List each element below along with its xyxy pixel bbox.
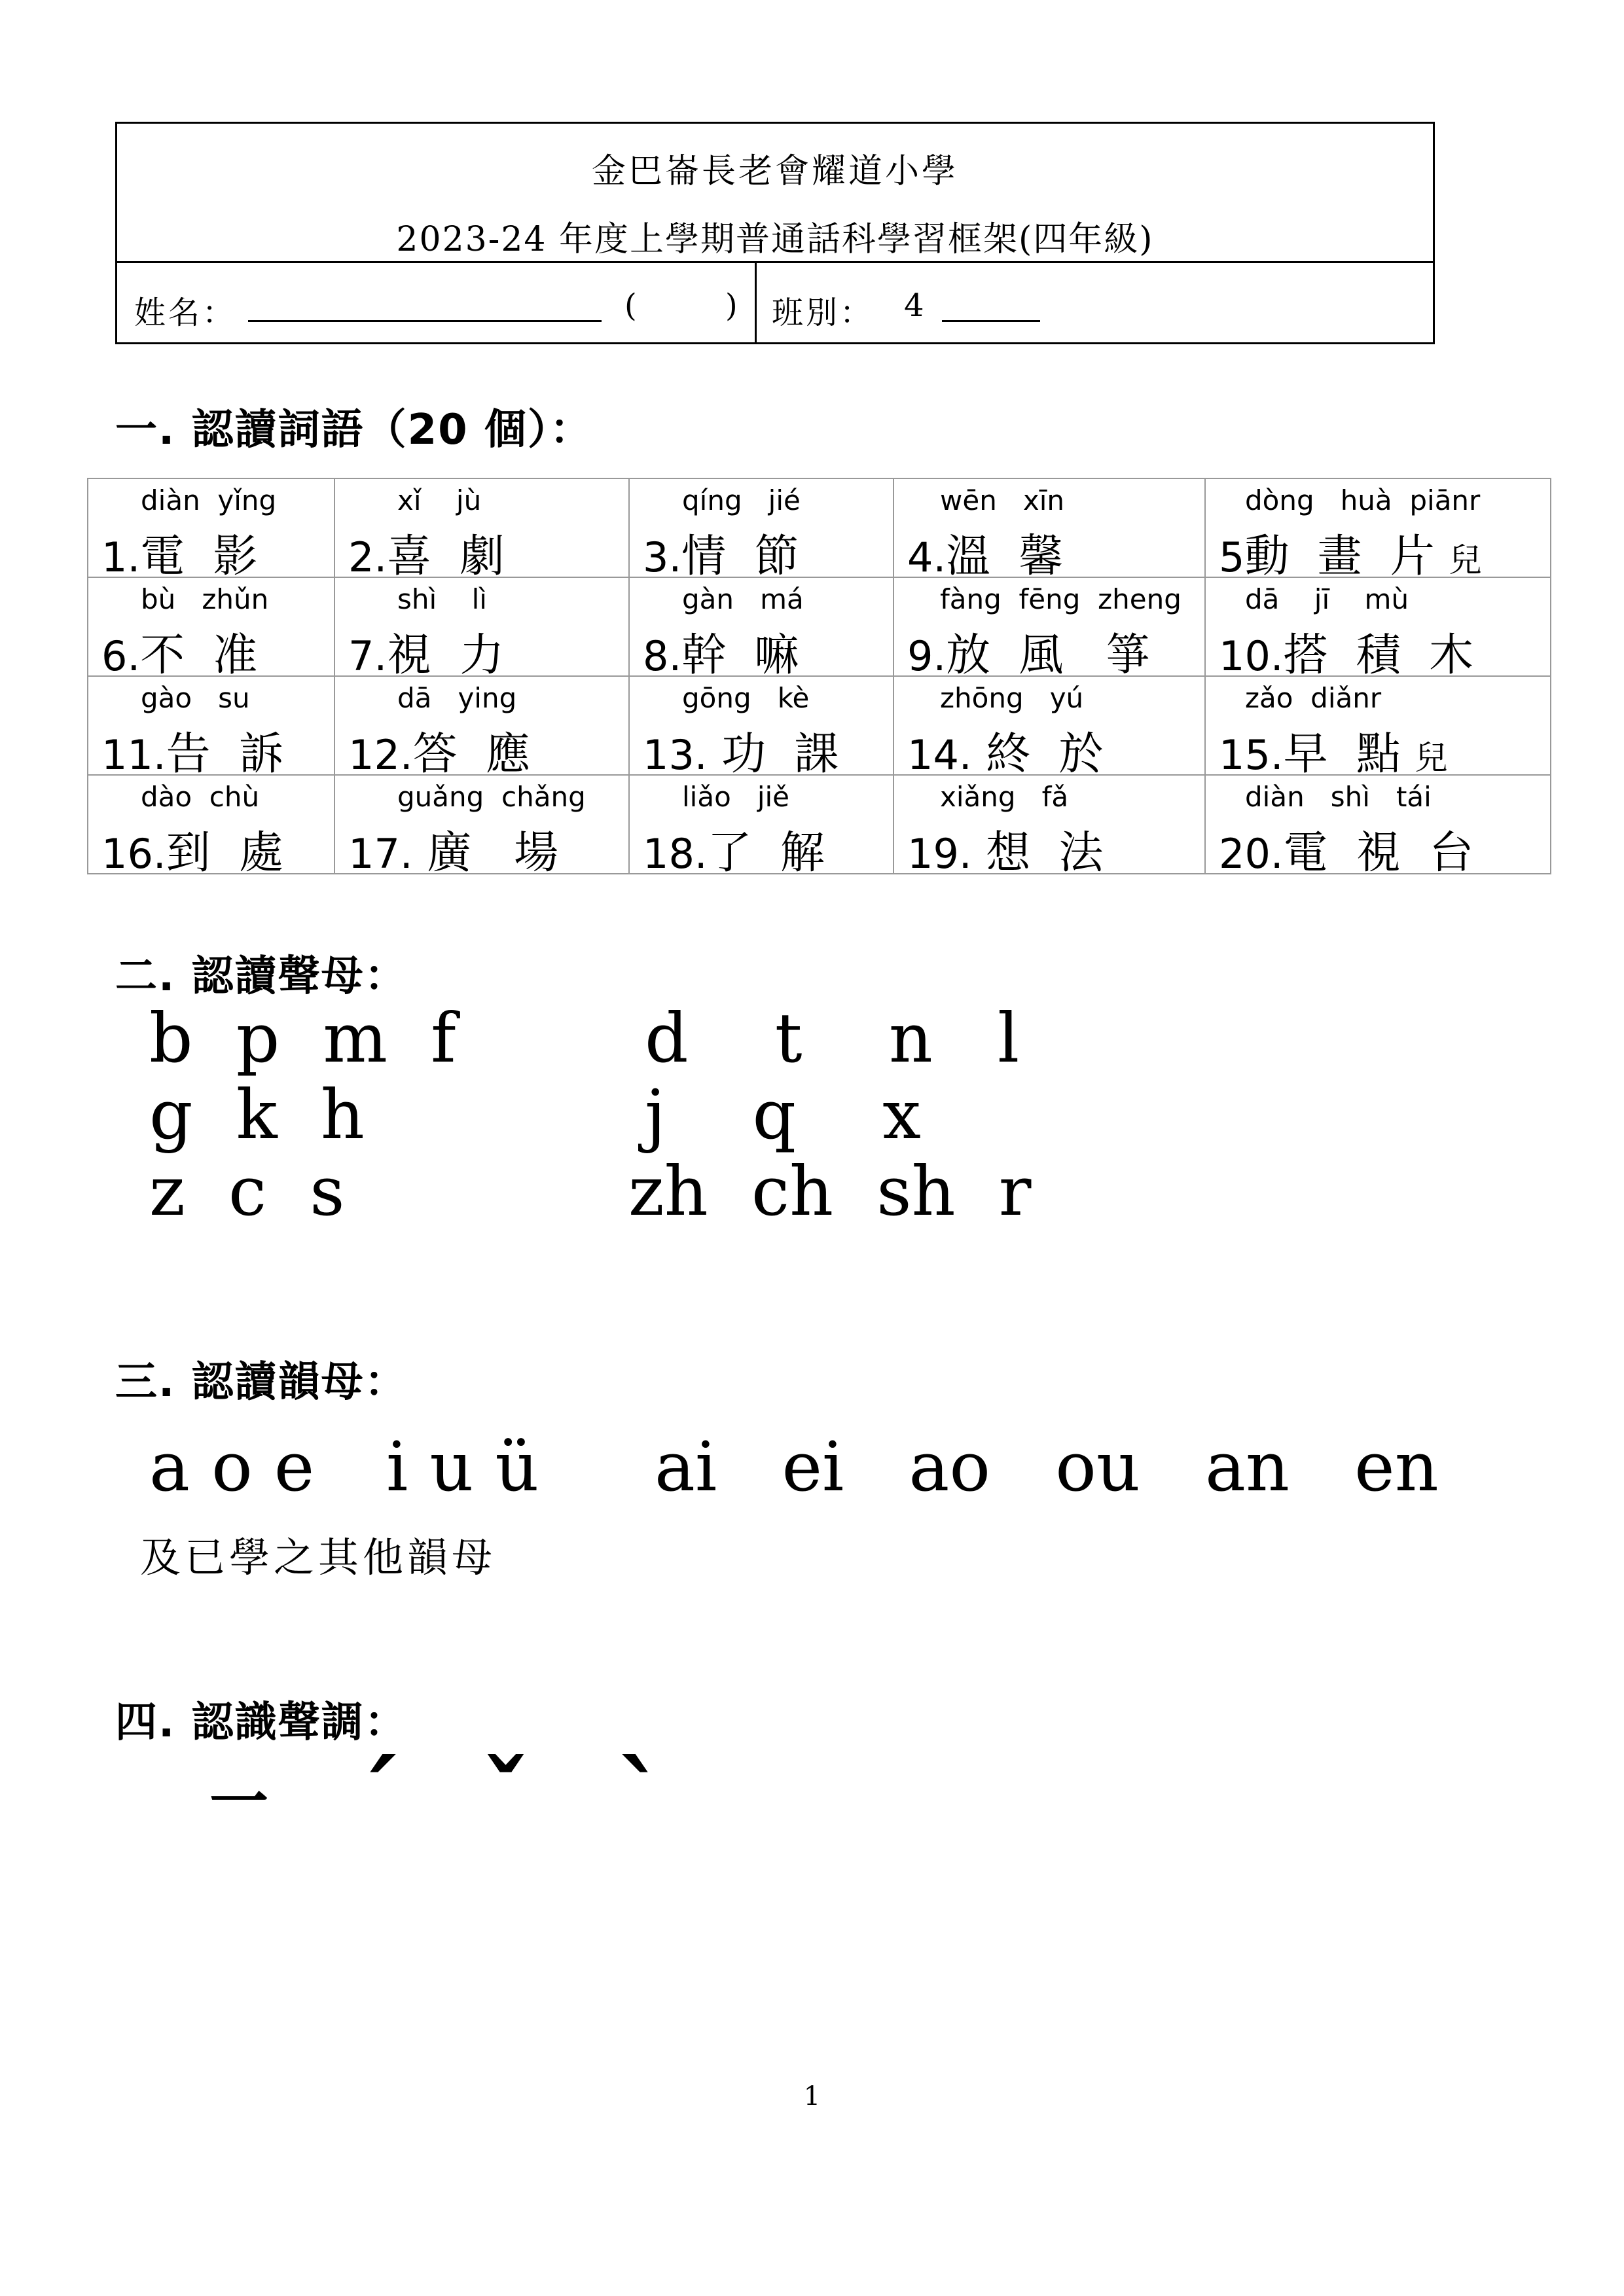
initials-row-2-group-1: g k h bbox=[149, 1075, 365, 1155]
word-cell bbox=[629, 676, 893, 780]
word-pinyin: dào chù bbox=[141, 781, 260, 813]
words-table bbox=[87, 478, 1551, 879]
word-cell bbox=[88, 676, 334, 780]
section-title-initials: 二. 認讀聲母： bbox=[115, 952, 408, 1001]
word-number: 15. bbox=[1219, 731, 1284, 779]
word-pinyin: gào su bbox=[141, 682, 250, 714]
initials-row-3-group-1: z c s bbox=[149, 1151, 345, 1231]
word-characters: 廣 場 bbox=[412, 827, 559, 879]
word-hanzi-line bbox=[101, 817, 297, 881]
word-characters: 想 法 bbox=[971, 827, 1104, 879]
finals-group-iuv: i u ü bbox=[386, 1427, 539, 1507]
word-number: 1. bbox=[101, 533, 141, 581]
page-number: 1 bbox=[803, 2081, 821, 2111]
word-cell bbox=[334, 676, 629, 780]
word-number: 18. bbox=[643, 830, 708, 878]
word-characters: 早 點 bbox=[1283, 728, 1401, 780]
word-hanzi-line bbox=[1219, 620, 1488, 683]
word-number: 2. bbox=[348, 533, 388, 581]
word-cell bbox=[629, 577, 893, 681]
document-subtitle: 2023-24 年度上學期普通話科學習框架(四年級) bbox=[396, 220, 1154, 259]
other-finals-note: 及已學之其他韻母 bbox=[140, 1534, 497, 1581]
word-number: 17. bbox=[348, 830, 413, 878]
word-cell bbox=[88, 775, 334, 879]
word-number: 20. bbox=[1219, 830, 1284, 878]
initials-row-1-group-2: d t n l bbox=[645, 998, 1020, 1078]
initials-row-1-group-1: b p m f bbox=[149, 998, 456, 1078]
word-pinyin: dā ying bbox=[397, 682, 517, 714]
word-pinyin: shì lì bbox=[397, 583, 487, 615]
word-hanzi-line bbox=[348, 817, 573, 881]
word-cell bbox=[334, 775, 629, 879]
name-blank-line[interactable] bbox=[248, 320, 602, 322]
word-characters: 溫 馨 bbox=[946, 531, 1064, 583]
word-cell bbox=[893, 775, 1205, 879]
words-table-row bbox=[88, 577, 1551, 676]
word-hanzi-line bbox=[101, 620, 272, 683]
word-cell bbox=[893, 577, 1205, 681]
word-pinyin: zhōng yú bbox=[940, 682, 1084, 714]
section-title-words: 一. 認讀詞語（20 個）： bbox=[115, 406, 593, 454]
word-erhua-suffix: 兒 bbox=[1449, 541, 1482, 579]
word-characters: 幹 嘛 bbox=[681, 630, 799, 681]
word-hanzi-line bbox=[907, 620, 1164, 683]
word-pinyin: liǎo jiě bbox=[682, 781, 790, 813]
header-box bbox=[115, 122, 1435, 344]
word-cell bbox=[88, 478, 334, 583]
word-pinyin: diàn yǐng bbox=[141, 484, 277, 516]
word-hanzi-line bbox=[101, 521, 272, 584]
words-table-row bbox=[88, 478, 1551, 577]
word-cell bbox=[629, 478, 893, 583]
class-blank-line[interactable] bbox=[942, 320, 1040, 322]
class-value: 4 bbox=[904, 287, 924, 324]
tone-2-mark: ˊ bbox=[353, 1741, 403, 1856]
word-characters: 放 風 箏 bbox=[946, 630, 1151, 681]
initials-row-2-group-2: j q x bbox=[645, 1075, 921, 1155]
word-hanzi-line bbox=[907, 521, 1077, 584]
finals-group-compound: ai ei ao ou an en bbox=[655, 1427, 1439, 1507]
word-characters: 到 處 bbox=[166, 827, 283, 879]
word-hanzi-line bbox=[907, 719, 1117, 782]
word-characters: 功 課 bbox=[707, 728, 839, 780]
word-number: 11. bbox=[101, 731, 166, 779]
word-hanzi-line bbox=[643, 719, 853, 782]
section-title-tones: 四. 認識聲調： bbox=[115, 1698, 408, 1747]
word-number: 7. bbox=[348, 632, 388, 680]
word-number: 16. bbox=[101, 830, 166, 878]
tone-3-mark: ˇ bbox=[481, 1741, 530, 1856]
word-characters: 答 應 bbox=[412, 728, 530, 780]
word-cell bbox=[1205, 478, 1551, 583]
word-pinyin: diàn shì tái bbox=[1245, 781, 1432, 813]
word-characters: 終 於 bbox=[971, 728, 1104, 780]
word-characters: 情 節 bbox=[681, 531, 799, 583]
word-number: 10. bbox=[1219, 632, 1284, 680]
word-cell bbox=[1205, 577, 1551, 681]
word-cell bbox=[629, 775, 893, 879]
word-hanzi-line bbox=[643, 521, 813, 584]
word-hanzi-line bbox=[1219, 719, 1447, 782]
word-number: 3. bbox=[643, 533, 682, 581]
tone-1-mark: 一 bbox=[209, 1767, 268, 1837]
word-pinyin: guǎng chǎng bbox=[397, 781, 586, 813]
word-characters: 搭 積 木 bbox=[1283, 630, 1474, 681]
word-hanzi-line bbox=[1219, 521, 1482, 584]
header-divider bbox=[117, 261, 1433, 263]
word-hanzi-line bbox=[643, 620, 813, 683]
word-pinyin: xiǎng fǎ bbox=[940, 781, 1069, 813]
words-table-row bbox=[88, 676, 1551, 775]
word-cell bbox=[334, 577, 629, 681]
word-hanzi-line bbox=[643, 817, 839, 881]
word-characters: 了 解 bbox=[707, 827, 825, 879]
word-characters: 告 訴 bbox=[166, 728, 283, 780]
word-pinyin: wēn xīn bbox=[940, 484, 1065, 516]
section-title-finals: 三. 認讀韻母： bbox=[115, 1358, 408, 1407]
word-pinyin: dòng huà piānr bbox=[1245, 484, 1481, 516]
tone-4-mark: ˋ bbox=[615, 1741, 664, 1856]
word-number: 12. bbox=[348, 731, 413, 779]
finals-group-simple: a o e bbox=[149, 1427, 315, 1507]
word-pinyin: fàng fēng zheng bbox=[940, 583, 1182, 615]
word-number: 5 bbox=[1219, 533, 1245, 581]
word-hanzi-line bbox=[907, 817, 1117, 881]
word-pinyin: gàn má bbox=[682, 583, 804, 615]
word-cell bbox=[88, 577, 334, 681]
word-cell bbox=[334, 478, 629, 583]
word-characters: 視 力 bbox=[387, 630, 505, 681]
word-characters: 電 影 bbox=[140, 531, 258, 583]
word-hanzi-line bbox=[348, 719, 544, 782]
word-number: 4. bbox=[907, 533, 947, 581]
word-characters: 動 畫 片 bbox=[1244, 531, 1435, 583]
word-cell bbox=[1205, 775, 1551, 879]
word-characters: 不 准 bbox=[140, 630, 258, 681]
word-pinyin: dā jī mù bbox=[1245, 583, 1409, 615]
school-name: 金巴崙長老會耀道小學 bbox=[591, 152, 958, 191]
initials-row-3-group-2: zh ch sh r bbox=[628, 1151, 1032, 1231]
class-number-parentheses: ( ) bbox=[624, 287, 777, 324]
word-cell bbox=[1205, 676, 1551, 780]
word-characters: 電 視 台 bbox=[1283, 827, 1474, 879]
name-label: 姓名： bbox=[134, 295, 237, 331]
word-number: 19. bbox=[907, 830, 972, 878]
word-pinyin: zǎo diǎnr bbox=[1245, 682, 1382, 714]
word-number: 6. bbox=[101, 632, 141, 680]
word-number: 14. bbox=[907, 731, 972, 779]
word-cell bbox=[893, 478, 1205, 583]
word-pinyin: gōng kè bbox=[682, 682, 810, 714]
word-number: 9. bbox=[907, 632, 947, 680]
word-hanzi-line bbox=[348, 620, 518, 683]
word-hanzi-line bbox=[1219, 817, 1488, 881]
word-number: 8. bbox=[643, 632, 682, 680]
word-erhua-suffix: 兒 bbox=[1415, 739, 1448, 777]
word-number: 13. bbox=[643, 731, 708, 779]
word-characters: 喜 劇 bbox=[387, 531, 505, 583]
word-pinyin: xǐ jù bbox=[397, 484, 482, 516]
word-pinyin: qíng jié bbox=[682, 484, 801, 516]
word-hanzi-line bbox=[101, 719, 297, 782]
words-table-row bbox=[88, 775, 1551, 874]
word-hanzi-line bbox=[348, 521, 518, 584]
word-pinyin: bù zhǔn bbox=[141, 583, 269, 615]
word-cell bbox=[893, 676, 1205, 780]
class-label: 班別： bbox=[772, 295, 875, 331]
